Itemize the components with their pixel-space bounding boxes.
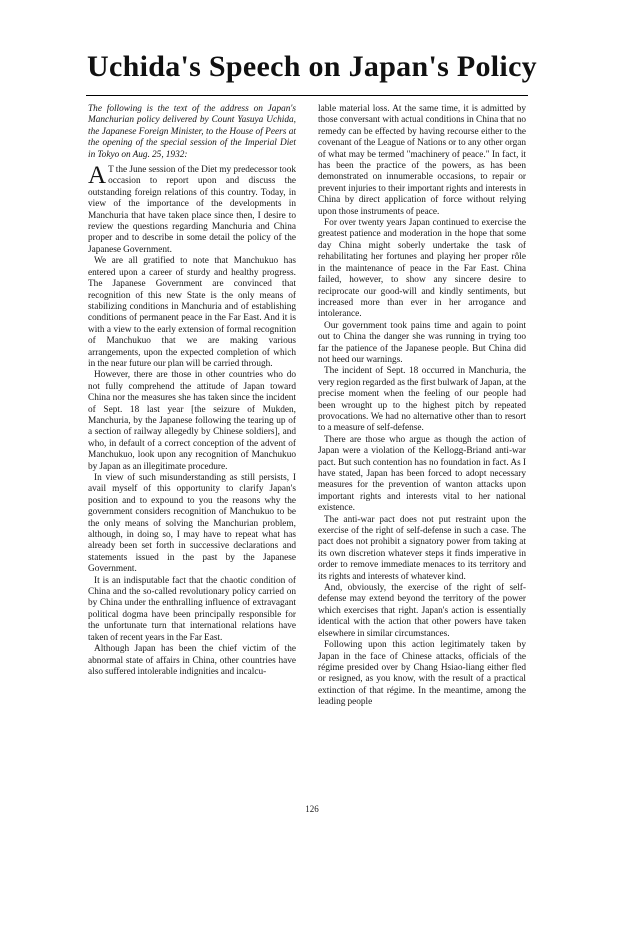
body-paragraph: There are those who argue as though the action of Japan were a violation of the Kellogg-Briand anti-war pact. But such contention has no foundation in fact. As I have stated, Japan has been forced to adopt necessary measures for the prevention of wanton attacks upon important rights and interests vital to her national existence. (318, 434, 526, 514)
body-paragraph: Although Japan has been the chief victim of the abnormal state of affairs in China, other countries have also suffered intolerable indignities and incalcu- (88, 644, 296, 677)
body-paragraph: Following upon this action legitimately taken by Japan in the face of Chinese attacks, officials of the régime presided over by Chang Hsiao-liang either fled or resigned, as you know, with the result of a practical extinction of that régime. In the meantime, among the leading people (318, 640, 526, 708)
article-title: Uchida's Speech on Japan's Policy (87, 50, 537, 83)
body-paragraph: The incident of Sept. 18 occurred in Manchuria, the very region regarded as the first bulwark of Japan, at the precise moment when the feeling of our people had been wrought up to the highest pitch by repeated provocations. We had no alternative other than to resort to a measure of self-defense. (318, 366, 526, 434)
intro-paragraph: The following is the text of the address on Japan's Manchurian policy delivered by Count Yasuya Uchida, the Japanese Foreign Minister, to the House of Peers at the opening of the special session of the Imperial Diet in Tokyo on Aug. 25, 1932: (88, 104, 296, 160)
first-paragraph (88, 162, 296, 256)
body-paragraph: We are all gratified to note that Manchukuo has entered upon a career of sturdy and healthy progress. The Japanese Government are convinced that recognition of this new State is the only means of stabilizing conditions in Manchuria and of establishing conditions of permanent peace in the Far East. And it is with a view to the early extension of formal recognition of Manchukuo that we are making various arrangements, upon the expected completion of which in the near future our plan will be carried through. (88, 256, 296, 369)
body-paragraph: However, there are those in other countries who do not fully comprehend the attitude of Japan toward China nor the measures she has taken since the incident of Sept. 18 last year [the seizure of Mukden, Manchuria, by the Japanese following the tearing up of a section of railway allegedly by Chinese soldiers], and who, in default of a correct conception of the advent of Manchukuo, look upon any recognition of Manchukuo by Japan as an illegitimate procedure. (88, 370, 296, 472)
body-paragraph: The anti-war pact does not put restraint upon the exercise of the right of self-defense in such a case. The pact does not prohibit a signatory power from taking at its own discretion whatever steps it finds imperative in order to remove immediate menaces to its territory and its rights and interests of whatever kind. (318, 514, 526, 582)
right-column (318, 104, 526, 709)
body-paragraph: And, obviously, the exercise of the right of self-defense may extend beyond the territory of the power which exercises that right. Japan's action is essentially identical with the action that other powers have taken elsewhere in similar circumstances. (318, 583, 526, 639)
body-paragraph: It is an indisputable fact that the chaotic condition of China and the so-called revolutionary policy carried on by China under the enthralling influence of extravagant political dogma have been principally responsible for the unfortunate turn that international relations have taken of recent years in the Far East. (88, 575, 296, 643)
continuation-paragraph: lable material loss. At the same time, it is admitted by those conversant with actual conditions in China that no remedy can be effected by having recourse either to the covenant of the League of Nations or to any other organ of what may be termed "machinery of peace." In fact, it has been the practice of the powers, as has been demonstrated on innumerable occasions, to repair or prevent injuries to their important rights and interests in China by direct application of force without relying upon those instruments of peace. (318, 104, 526, 217)
title-rule (86, 95, 528, 96)
drop-cap: A (88, 162, 107, 190)
first-paragraph-text: T the June session of the Diet my predecessor took occasion to report upon and discuss the outstanding foreign relations of this country. Today, in view of the importance of the developments in Manchuria that have taken place since then, I desire to review the questions regarding Manchuria and China proper and to describe in some detail the policy of the Japanese Government. (88, 165, 296, 255)
page-number: 126 (305, 804, 319, 814)
body-paragraph: Our government took pains time and again to point out to China the danger she was running in trying too far the patience of the Japanese people. But China did not heed our warnings. (318, 320, 526, 365)
body-paragraph: In view of such misunderstanding as still persists, I avail myself of this opportunity to clarify Japan's position and to expound to you the reasons why the government considers recognition of Manchukuo to be the only means of solving the Manchurian problem, although, in doing so, I may have to repeat what has already been set forth in successive declarations and statements issued in the past by the Japanese Government. (88, 473, 296, 575)
left-column (88, 104, 296, 678)
body-paragraph: For over twenty years Japan continued to exercise the greatest patience and moderation in the hope that some day China might soberly undertake the task of rehabilitating her fortunes and playing her proper rôle in the maintenance of peace in the Far East. China failed, however, to show any sincere desire to reciprocate our good-will and kindly sentiments, but increased more than ever in her arrogance and intolerance. (318, 218, 526, 320)
